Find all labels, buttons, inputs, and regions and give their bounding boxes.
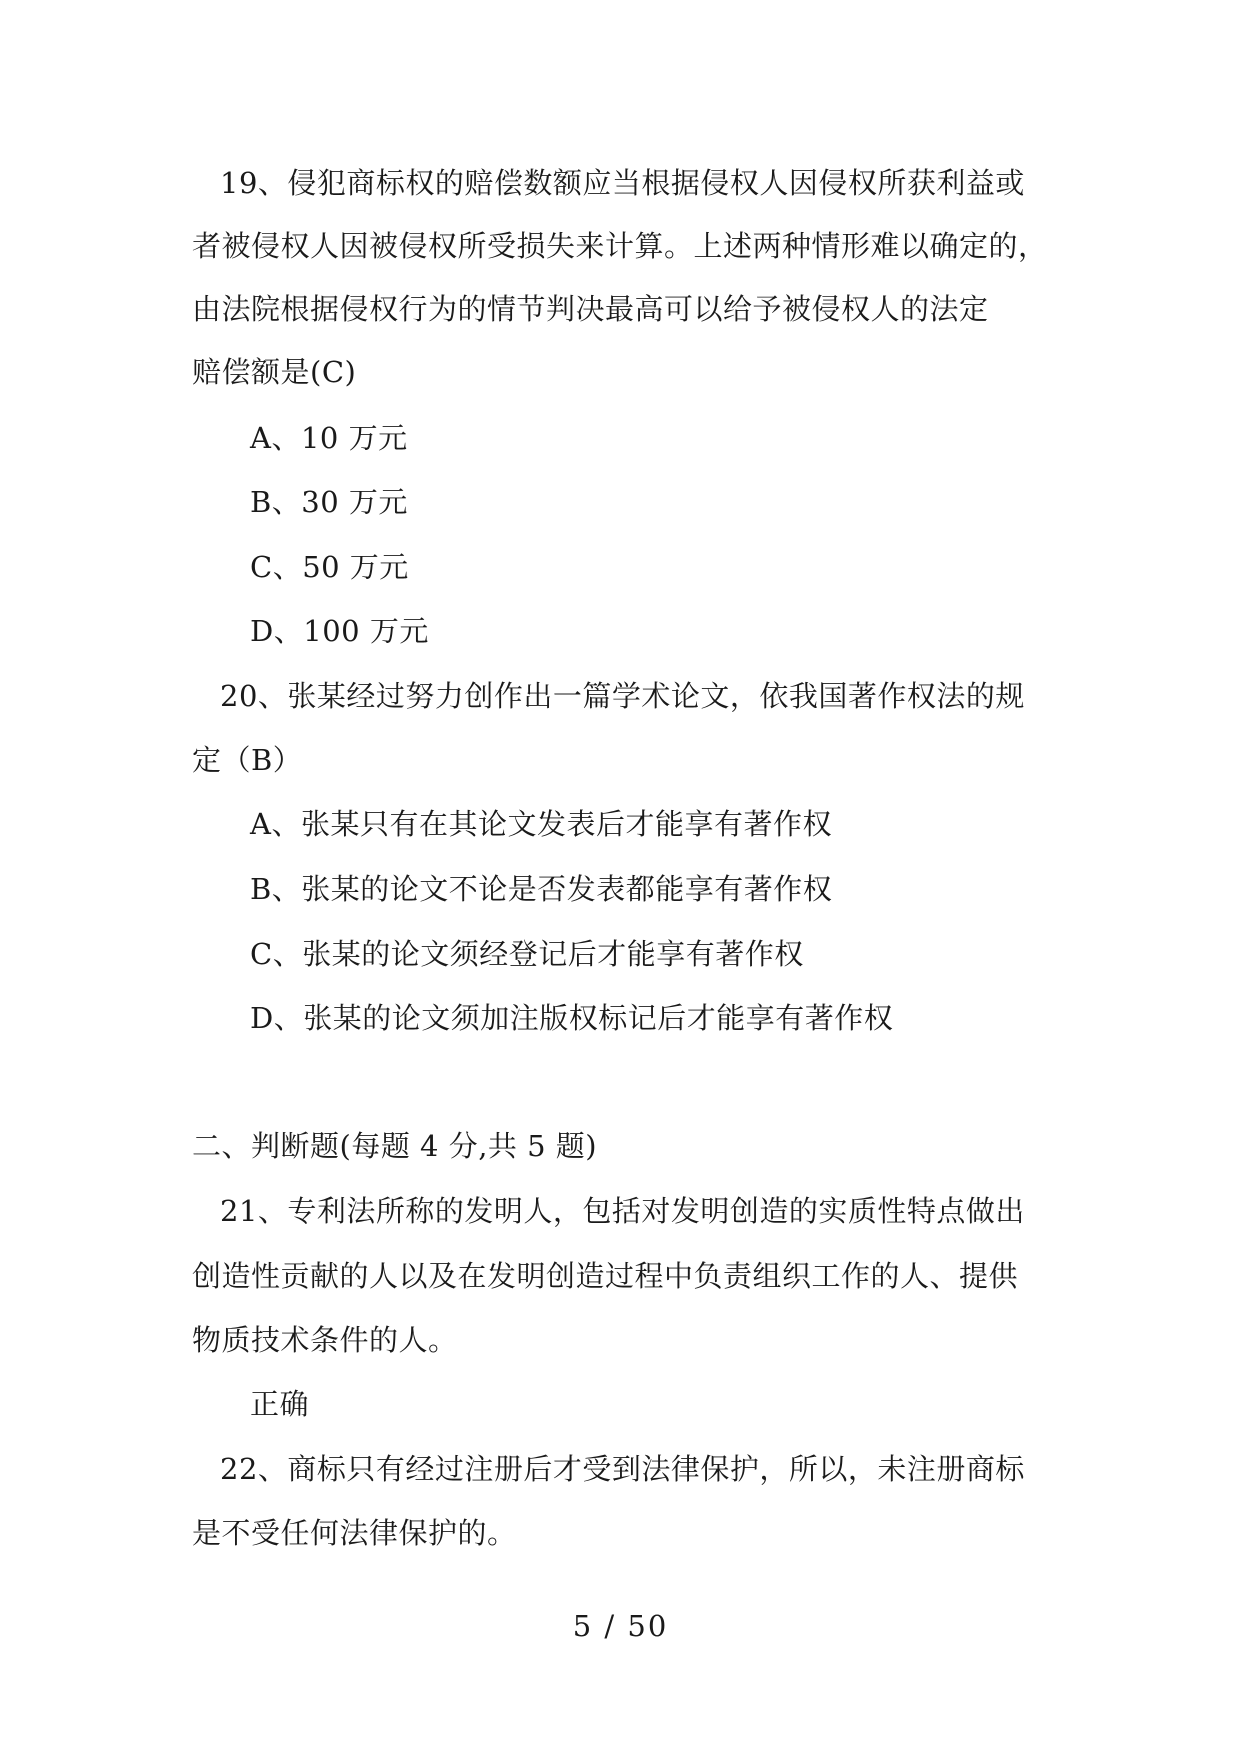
question-21-line-3: 物质技术条件的人。 [192, 1323, 458, 1357]
question-21-line-1: 21、专利法所称的发明人，包括对发明创造的实质性特点做出 [220, 1194, 1025, 1228]
question-20-option-c: C、张某的论文须经登记后才能享有著作权 [250, 937, 804, 971]
question-20-line-1: 20、张某经过努力创作出一篇学术论文，依我国著作权法的规 [220, 679, 1025, 713]
question-22-line-1: 22、商标只有经过注册后才受到法律保护，所以，未注册商标 [220, 1452, 1025, 1486]
question-20-option-d: D、张某的论文须加注版权标记后才能享有著作权 [250, 1001, 894, 1035]
question-19-option-b: B、30 万元 [250, 485, 408, 519]
question-19-line-1: 19、侵犯商标权的赔偿数额应当根据侵权人因侵权所获利益或 [220, 166, 1025, 200]
question-19-line-2: 者被侵权人因被侵权所受损失来计算。上述两种情形难以确定的， [192, 229, 1048, 263]
question-19-option-a: A、10 万元 [250, 421, 408, 455]
question-21-answer: 正确 [250, 1387, 310, 1421]
question-19-option-d: D、100 万元 [250, 614, 429, 648]
question-19-option-c: C、50 万元 [250, 550, 409, 584]
question-21-line-2: 创造性贡献的人以及在发明创造过程中负责组织工作的人、提供 [192, 1259, 1019, 1293]
section-heading-judgment: 二、判断题(每题 4 分,共 5 题) [192, 1129, 598, 1163]
question-20-line-2: 定（B） [192, 743, 303, 777]
question-20-option-b: B、张某的论文不论是否发表都能享有著作权 [250, 872, 833, 906]
page-number: 5 / 50 [572, 1609, 669, 1643]
question-20-option-a: A、张某只有在其论文发表后才能享有著作权 [250, 807, 832, 841]
question-19-line-3: 由法院根据侵权行为的情节判决最高可以给予被侵权人的法定 [192, 292, 989, 326]
question-22-line-2: 是不受任何法律保护的。 [192, 1516, 517, 1550]
question-19-line-4: 赔偿额是(C) [192, 355, 357, 389]
